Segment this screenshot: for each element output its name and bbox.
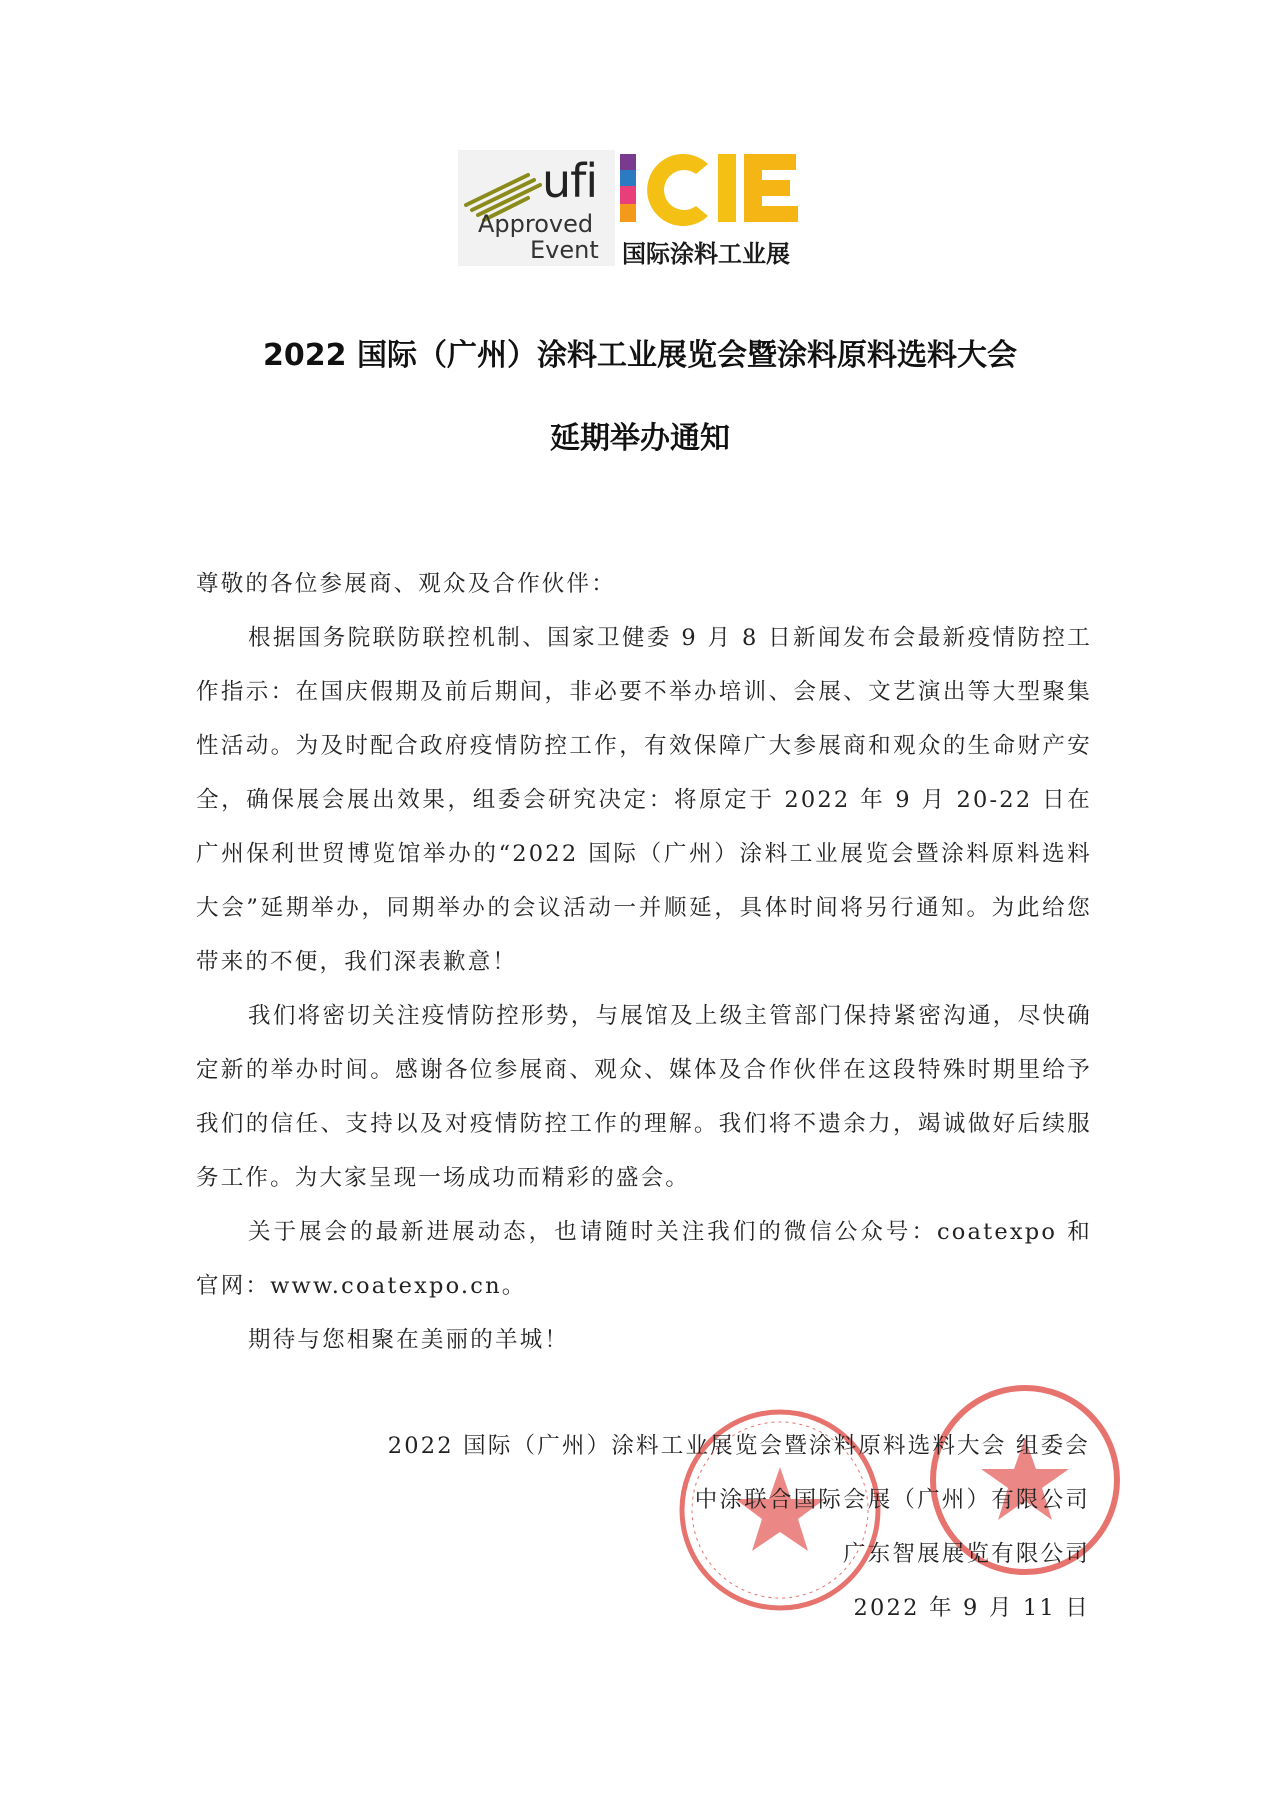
ufi-event-text: Event	[530, 236, 599, 264]
organizer-company-2: 广东智展展览有限公司	[842, 1541, 1090, 1567]
notice-subtitle: 延期举办通知	[550, 421, 730, 456]
paragraph-follow-us: 关于展会的最新进展动态，也请随时关注我们的微信公众号：coatexpo 和官网：www.coatexpo.cn。	[196, 1219, 1092, 1299]
ufi-approved-event-logo	[458, 150, 615, 266]
paragraph-closing: 期待与您相聚在美丽的羊城！	[248, 1327, 570, 1353]
salutation: 尊敬的各位参展商、观众及合作伙伴：	[196, 571, 616, 597]
notice-title: 2022 国际（广州）涂料工业展览会暨涂料原料选料大会	[263, 338, 1017, 373]
organizer-committee: 2022 国际（广州）涂料工业展览会暨涂料原料选料大会 组委会	[387, 1433, 1090, 1459]
cie-chinese-name: 国际涂料工业展	[622, 240, 790, 268]
event-logo	[458, 150, 808, 266]
organizer-company-1: 中涂联合国际会展（广州）有限公司	[694, 1487, 1090, 1513]
ufi-wordmark: ufi	[542, 154, 598, 208]
ufi-approved-text: Approved	[478, 210, 594, 238]
paragraph-postponement: 根据国务院联防联控机制、国家卫健委 9 月 8 日新闻发布会最新疫情防控工作指示：在国庆假期及前后期间，非必要不举办培训、会展、文艺演出等大型聚集性活动。为及时配合政府疫情防控工作，有效保障广大参展商和观众的生命财产安全，确保展会展出效果，组委会研究决定：将原定于 2022 年 9 月 20-22 日在广州保利世贸博览馆举办的“2022 国际（广州）涂料工业展览会暨涂料原料选料大会”延期举办，同期举办的会议活动一并顺延，具体时间将另行通知。为此给您带来的不便，我们深表歉意！	[196, 625, 1092, 975]
cie-logo-icon	[620, 150, 810, 228]
signature-block	[388, 1419, 1090, 1635]
notice-date: 2022 年 9 月 11 日	[853, 1595, 1090, 1621]
notice-body	[196, 557, 1092, 1367]
paragraph-communication: 我们将密切关注疫情防控形势，与展馆及上级主管部门保持紧密沟通，尽快确定新的举办时间。感谢各位参展商、观众、媒体及合作伙伴在这段特殊时期里给予我们的信任、支持以及对疫情防控工作的理解。我们将不遗余力，竭诚做好后续服务工作。为大家呈现一场成功而精彩的盛会。	[196, 1003, 1092, 1191]
